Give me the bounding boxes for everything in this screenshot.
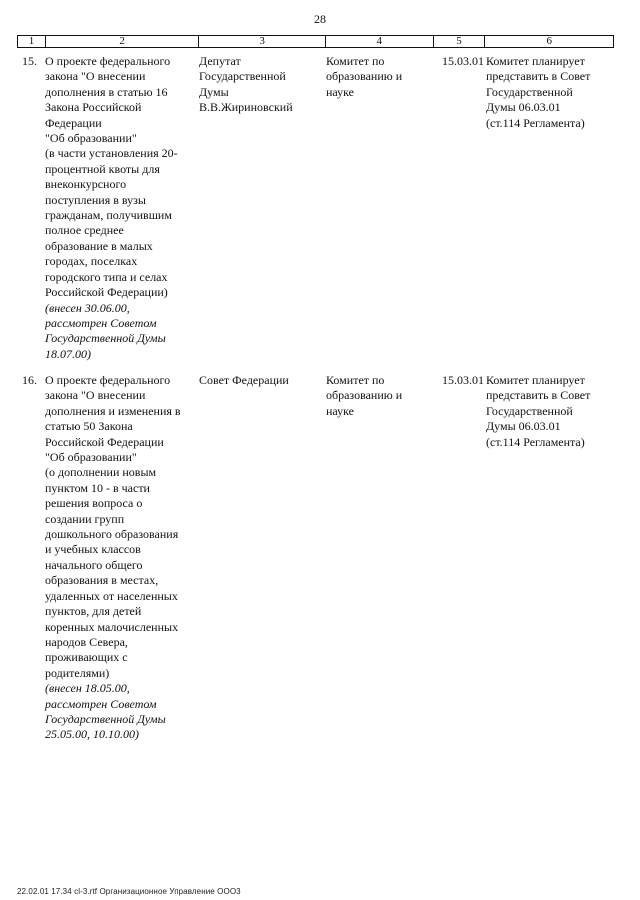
date: 15.03.01 xyxy=(442,54,484,68)
committee: Комитет по образованию и науке xyxy=(326,373,403,418)
row-number: 15. xyxy=(22,54,37,68)
bill-note: (внесен 30.06.00, xyxy=(45,300,130,315)
bill-note: (внесен 18.05.00, xyxy=(45,681,130,696)
decision: Комитет планирует представить в Совет Государственной Думы 06.03.01 (ст.114 Регламента) xyxy=(486,373,591,449)
page-footer: 22.02.01 17.34 cl-3.rtf Организационное Управление ООО3 xyxy=(17,887,241,896)
header-col-3: 3 xyxy=(199,36,326,47)
row-number: 16. xyxy=(22,373,37,387)
initiator: Совет Федерации xyxy=(199,373,289,387)
header-col-2: 2 xyxy=(46,36,199,47)
bill-title: О проекте федерального закона "О внесении дополнения и изменения в статью 50 Закона Российской Федерации "Об образовании" (о дополнении новым пунктом 10 - в части решения вопроса о создании групп дошкольного образования и учебных классов начального общего образования в местах, удаленных от населенных пунктов, для детей коренных малочисленных народов Севера, проживающих с родителями) (внесен 18.05.00, рассмотрен Советом Государственной Думы 25.05.00, 10.10.00) xyxy=(45,373,199,743)
header-col-1: 1 xyxy=(18,36,46,47)
decision: Комитет планирует представить в Совет Государственной Думы 06.03.01 (ст.114 Регламента) xyxy=(486,54,591,130)
committee: Комитет по образованию и науке xyxy=(326,54,403,99)
bill-title: О проекте федерального закона "О внесении дополнения в статью 16 Закона Российской Федерации "Об образовании" (в части установления 20- процентной квоты для внеконкурсного поступления в вузы гражданам, получившим полное среднее образование в малых городах, поселках городского типа и селах Российской Федерации) (внесен 30.06.00, рассмотрен Советом Государственной Думы 18.07.00) xyxy=(45,54,199,362)
header-col-6: 6 xyxy=(546,35,552,47)
header-col-4: 4 xyxy=(326,36,434,47)
date: 15.03.01 xyxy=(442,373,484,387)
table-row xyxy=(17,54,614,362)
table-header xyxy=(17,35,614,48)
table-row xyxy=(17,373,614,743)
page-number: 28 xyxy=(314,12,326,26)
header-col-5: 5 xyxy=(434,36,486,47)
initiator: Депутат Государственной Думы В.В.Жириновский xyxy=(199,54,293,115)
